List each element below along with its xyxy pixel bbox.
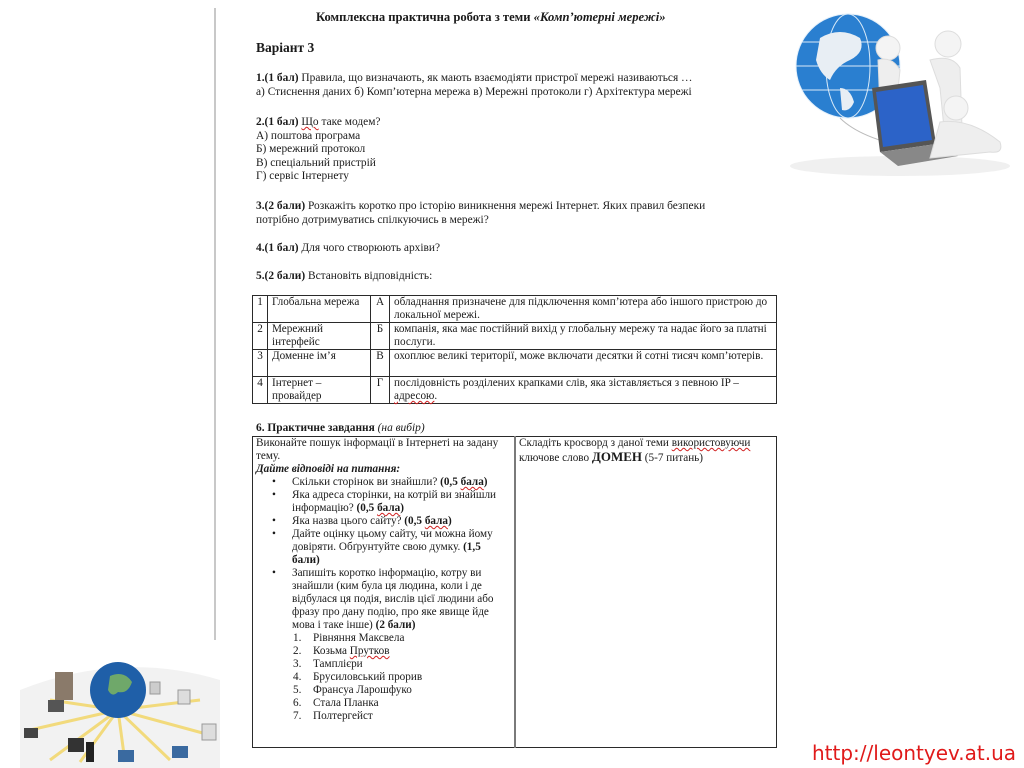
question-4 — [256, 242, 440, 256]
q2-label: 2.(1 бал) — [256, 116, 299, 128]
bullet-points-word: бала — [424, 515, 448, 527]
q5-text: Встановіть відповідність: — [305, 270, 433, 282]
letter-cell: В — [371, 350, 390, 377]
crossword-text-2: ключове слово — [519, 452, 592, 464]
letter-cell: Б — [371, 323, 390, 350]
topic-text: Рівняння Максвела — [313, 632, 405, 644]
table-row — [253, 323, 777, 350]
bullet-points: (2 бали) — [375, 619, 416, 631]
question-5 — [256, 270, 432, 284]
topic-number: 5. — [293, 684, 302, 696]
list-item — [293, 671, 511, 684]
row-number: 3 — [253, 350, 268, 377]
list-item — [293, 710, 511, 723]
globe-people-laptop-illustration — [780, 8, 1024, 180]
question-6-heading — [256, 422, 425, 434]
list-item — [292, 489, 511, 515]
topic-number: 2. — [293, 645, 302, 657]
definition-cell: охоплює великі території, може включати десятки й сотні тисяч комп’ютерів. — [390, 350, 777, 377]
q2-spellcheck-word: Що — [301, 116, 319, 128]
q3-text-line2: потрібно дотримуватись спілкуючись в мережі? — [256, 213, 489, 226]
definition-end: . — [434, 390, 438, 402]
topic-text: Стала Планка — [313, 697, 379, 709]
crossword-text-3: (5-7 питань) — [642, 452, 704, 464]
slide-divider-line — [214, 8, 216, 640]
practical-task-table — [252, 436, 777, 748]
topic-text: Полтергейст — [313, 710, 373, 722]
question-2 — [256, 116, 380, 184]
q5-label: 5.(2 бали) — [256, 270, 306, 282]
bullet-text: Запишіть коротко інформацію, котру ви знайшли (ким була ця людина, коли і де відбулася ця подія, вислів цієї людини або фразу про дану подію, про яке явище йде мова і таке інше) — [292, 567, 494, 631]
spellcheck-word: адресою — [394, 390, 435, 402]
q1-options: а) Стиснення даних б) Комп’ютерна мережа в) Мережні протоколи г) Архітектура мережі — [256, 85, 692, 98]
bullet-points: (0,5 — [404, 515, 425, 527]
bullet-points-close: ) — [400, 502, 404, 514]
topic-spellcheck-word: Прутков — [349, 645, 390, 657]
bullet-text: Яка адреса сторінки, на котрій ви знайшли інформацію? — [292, 489, 497, 514]
q4-text: Для чого створюють архіви? — [298, 242, 441, 254]
document-title — [316, 10, 666, 25]
topic-number: 3. — [293, 658, 302, 670]
list-item — [293, 632, 511, 645]
term-cell: Доменне ім’я — [268, 350, 371, 377]
crossword-keyword: ДОМЕН — [591, 449, 642, 464]
search-task-prompt: Дайте відповіді на питання: — [256, 463, 401, 475]
q1-label: 1.(1 бал) — [256, 72, 299, 84]
bullet-points: (0,5 — [440, 476, 461, 488]
bullet-points-close: ) — [447, 515, 452, 527]
table-row — [253, 377, 777, 404]
definition-cell — [390, 377, 777, 404]
bullet-text: Скільки сторінок ви знайшли? — [292, 476, 441, 488]
term-cell: Інтернет – провайдер — [268, 377, 371, 404]
definition-cell: компанія, яка має постійний вихід у глобальну мережу та надає його за платні послуги. — [390, 323, 777, 350]
q2-text: таке модем? — [318, 116, 381, 128]
q6-label: 6. Практичне завдання — [256, 422, 375, 434]
list-item — [292, 515, 511, 528]
definition-cell: обладнання призначене для підключення комп’ютера або іншого пристрою до локальної мережі. — [390, 296, 777, 323]
list-item — [293, 645, 511, 658]
source-url[interactable]: http://leontyev.at.ua — [812, 741, 1017, 765]
topic-number: 1. — [293, 632, 302, 644]
question-1 — [256, 72, 692, 99]
topic-text: Брусиловський прорив — [313, 671, 423, 683]
topic-text: Франсуа Ларошфуко — [313, 684, 412, 696]
topic-text: Козьма — [313, 645, 350, 657]
bullet-points: (1,5 бали) — [292, 541, 481, 566]
letter-cell: А — [371, 296, 390, 323]
question-list — [256, 476, 511, 632]
table-row — [253, 350, 777, 377]
crossword-task-cell — [515, 437, 777, 748]
q2-option-a: А) поштова програма — [256, 129, 361, 142]
table-row — [253, 296, 777, 323]
matching-table — [252, 295, 777, 404]
row-number: 1 — [253, 296, 268, 323]
crossword-spellcheck-word: використовуючи — [671, 437, 751, 449]
q2-option-g: Г) сервіс Інтернету — [256, 170, 349, 182]
q4-label: 4.(1 бал) — [256, 242, 299, 254]
term-cell: Мережний інтерфейс — [268, 323, 371, 350]
crossword-text: Складіть кросворд з даної теми — [519, 437, 672, 449]
q2-option-v: В) спеціальний пристрій — [256, 156, 376, 169]
topic-text: Тамплієри — [313, 658, 363, 670]
q3-label: 3.(2 бали) — [256, 200, 306, 212]
list-item — [293, 697, 511, 710]
bullet-points-close: ) — [483, 476, 488, 488]
bullet-points-word: бала — [377, 502, 401, 514]
row-number: 2 — [253, 323, 268, 350]
row-number: 4 — [253, 377, 268, 404]
q2-option-b: Б) мережний протокол — [256, 143, 366, 155]
list-item — [293, 684, 511, 697]
title-main: Комплексна практична робота з теми — [316, 10, 534, 24]
topic-number: 6. — [293, 697, 302, 709]
globe-network-illustration — [10, 650, 230, 768]
q3-text-line1: Розкажіть коротко про історію виникнення мережі Інтернет. Яких правил безпеки — [305, 200, 706, 212]
list-item — [292, 567, 511, 632]
q1-text: Правила, що визначають, як мають взаємодіяти пристрої мережі називаються … — [298, 72, 693, 84]
list-item — [292, 476, 511, 489]
topic-number: 7. — [293, 710, 302, 722]
topic-number: 4. — [293, 671, 302, 683]
letter-cell: Г — [371, 377, 390, 404]
q6-choice: (на вибір) — [374, 422, 425, 434]
variant-heading: Варіант 3 — [256, 40, 315, 55]
question-3 — [256, 200, 705, 227]
bullet-text: Яка назва цього сайту? — [292, 515, 405, 527]
bullet-text: Дайте оцінку цьому сайту, чи можна йому довіряти. Обґрунтуйте свою думку. — [292, 528, 493, 553]
title-topic: «Комп’ютерні мережі» — [533, 10, 666, 24]
search-task-cell — [253, 437, 516, 748]
bullet-points-word: бала — [460, 476, 484, 488]
list-item — [292, 528, 511, 567]
topic-list — [256, 632, 511, 723]
definition-text: послідовність розділених крапками слів, яка зіставляється з певною IP – — [394, 377, 739, 389]
list-item — [293, 658, 511, 671]
search-task-intro: Виконайте пошук інформації в Інтернеті на задану тему. — [256, 437, 499, 462]
term-cell: Глобальна мережа — [268, 296, 371, 323]
bullet-points: (0,5 — [356, 502, 378, 514]
